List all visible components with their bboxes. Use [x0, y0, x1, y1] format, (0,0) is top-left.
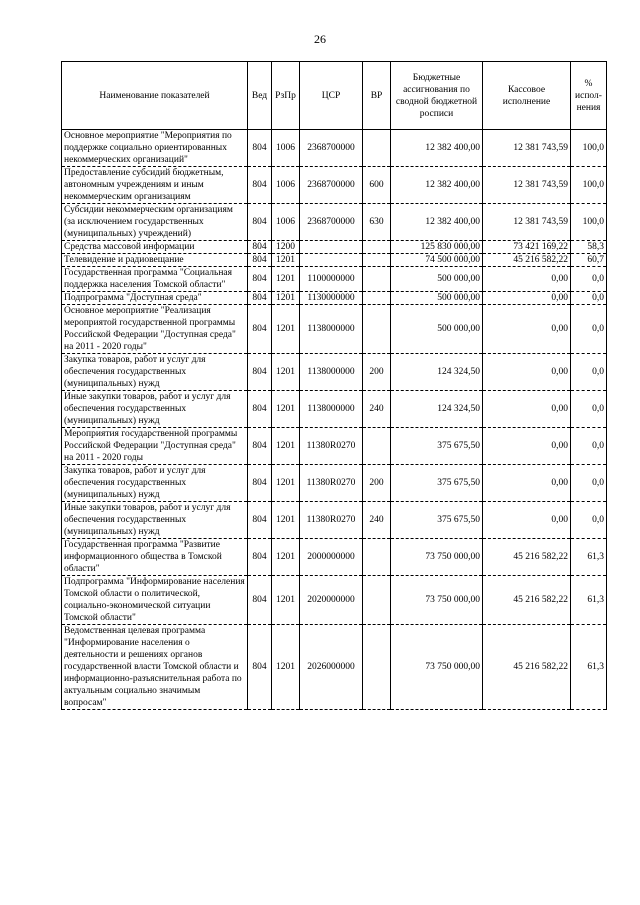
- cell-budget: 375 675,50: [391, 502, 483, 539]
- cell-cash: 73 421 169,22: [483, 241, 571, 254]
- cell-vr: [363, 130, 391, 167]
- table-row: [62, 465, 607, 502]
- cell-csr: 2026000000: [300, 625, 363, 710]
- cell-csr: 11380R0270: [300, 502, 363, 539]
- cell-name: Закупка товаров, работ и услуг для обеспечения государственных (муниципальных) нужд: [62, 354, 248, 391]
- cell-budget: 74 500 000,00: [391, 254, 483, 267]
- cell-csr: 2368700000: [300, 167, 363, 204]
- cell-cash: 0,00: [483, 391, 571, 428]
- cell-budget: 500 000,00: [391, 292, 483, 305]
- cell-percent: 100,0: [571, 167, 607, 204]
- cell-percent: 0,0: [571, 391, 607, 428]
- cell-budget: 500 000,00: [391, 305, 483, 354]
- table-row: [62, 502, 607, 539]
- header-rzpr: РзПр: [272, 62, 300, 130]
- cell-rzpr: 1006: [272, 204, 300, 241]
- header-budget: Бюджетные ассигнования по сводной бюджетной росписи: [391, 62, 483, 130]
- cell-cash: 0,00: [483, 428, 571, 465]
- cell-ved: 804: [248, 539, 272, 576]
- header-cash: Кассовое исполнение: [483, 62, 571, 130]
- table-row: [62, 254, 607, 267]
- cell-budget: 73 750 000,00: [391, 539, 483, 576]
- cell-vr: 200: [363, 465, 391, 502]
- cell-name: Телевидение и радиовещание: [62, 254, 248, 267]
- header-vr: ВР: [363, 62, 391, 130]
- cell-name: Иные закупки товаров, работ и услуг для обеспечения государственных (муниципальных) нужд: [62, 391, 248, 428]
- cell-csr: 2368700000: [300, 130, 363, 167]
- cell-vr: 600: [363, 167, 391, 204]
- cell-ved: 804: [248, 625, 272, 710]
- cell-ved: 804: [248, 428, 272, 465]
- cell-ved: 804: [248, 130, 272, 167]
- header-percent: % испол-нения: [571, 62, 607, 130]
- cell-rzpr: 1006: [272, 130, 300, 167]
- cell-rzpr: 1201: [272, 502, 300, 539]
- cell-csr: 2368700000: [300, 204, 363, 241]
- cell-vr: [363, 576, 391, 625]
- cell-percent: 61,3: [571, 539, 607, 576]
- budget-table: [61, 61, 607, 710]
- cell-percent: 0,0: [571, 354, 607, 391]
- cell-percent: 60,7: [571, 254, 607, 267]
- table-row: [62, 292, 607, 305]
- cell-ved: 804: [248, 502, 272, 539]
- cell-percent: 0,0: [571, 465, 607, 502]
- cell-cash: 0,00: [483, 502, 571, 539]
- table-row: [62, 130, 607, 167]
- cell-vr: [363, 539, 391, 576]
- cell-ved: 804: [248, 254, 272, 267]
- cell-ved: 804: [248, 267, 272, 292]
- cell-name: Средства массовой информации: [62, 241, 248, 254]
- cell-percent: 0,0: [571, 502, 607, 539]
- cell-name: Государственная программа "Социальная поддержка населения Томской области": [62, 267, 248, 292]
- cell-csr: 1130000000: [300, 292, 363, 305]
- cell-budget: 124 324,50: [391, 354, 483, 391]
- cell-name: Государственная программа "Развитие информационного общества в Томской области": [62, 539, 248, 576]
- cell-csr: 1138000000: [300, 354, 363, 391]
- cell-csr: [300, 241, 363, 254]
- cell-csr: 11380R0270: [300, 465, 363, 502]
- cell-budget: 12 382 400,00: [391, 167, 483, 204]
- cell-rzpr: 1201: [272, 254, 300, 267]
- header-csr: ЦСР: [300, 62, 363, 130]
- cell-cash: 45 216 582,22: [483, 254, 571, 267]
- cell-percent: 58,3: [571, 241, 607, 254]
- cell-name: Подпрограмма "Информирование населения Томской области о политической, социально-экономической ситуации Томской области": [62, 576, 248, 625]
- cell-budget: 73 750 000,00: [391, 625, 483, 710]
- cell-vr: [363, 254, 391, 267]
- cell-ved: 804: [248, 241, 272, 254]
- cell-ved: 804: [248, 354, 272, 391]
- table-row: [62, 576, 607, 625]
- cell-budget: 12 382 400,00: [391, 130, 483, 167]
- table-row: [62, 167, 607, 204]
- page-number: 26: [314, 32, 326, 46]
- table-row: [62, 391, 607, 428]
- cell-budget: 12 382 400,00: [391, 204, 483, 241]
- cell-vr: 240: [363, 391, 391, 428]
- cell-rzpr: 1201: [272, 292, 300, 305]
- cell-percent: 0,0: [571, 292, 607, 305]
- cell-budget: 125 830 000,00: [391, 241, 483, 254]
- cell-vr: 200: [363, 354, 391, 391]
- cell-cash: 45 216 582,22: [483, 576, 571, 625]
- cell-name: Субсидии некоммерческим организациям (за исключением государственных (муниципальных) учреждений): [62, 204, 248, 241]
- cell-ved: 804: [248, 576, 272, 625]
- cell-name: Предоставление субсидий бюджетным, автономным учреждениям и иным некоммерческим организациям: [62, 167, 248, 204]
- table-row: [62, 625, 607, 710]
- cell-vr: [363, 305, 391, 354]
- cell-cash: 45 216 582,22: [483, 539, 571, 576]
- cell-budget: 73 750 000,00: [391, 576, 483, 625]
- cell-cash: 0,00: [483, 292, 571, 305]
- cell-csr: 1138000000: [300, 391, 363, 428]
- cell-percent: 100,0: [571, 204, 607, 241]
- table-row: [62, 539, 607, 576]
- cell-rzpr: 1201: [272, 576, 300, 625]
- table-row: [62, 305, 607, 354]
- cell-rzpr: 1200: [272, 241, 300, 254]
- cell-vr: 240: [363, 502, 391, 539]
- cell-budget: 375 675,50: [391, 465, 483, 502]
- table-row: [62, 267, 607, 292]
- table-row: [62, 204, 607, 241]
- cell-csr: [300, 254, 363, 267]
- cell-percent: 0,0: [571, 428, 607, 465]
- cell-vr: [363, 428, 391, 465]
- cell-cash: 0,00: [483, 354, 571, 391]
- cell-vr: [363, 241, 391, 254]
- cell-csr: 2000000000: [300, 539, 363, 576]
- cell-rzpr: 1201: [272, 625, 300, 710]
- cell-csr: 1138000000: [300, 305, 363, 354]
- cell-csr: 1100000000: [300, 267, 363, 292]
- cell-ved: 804: [248, 292, 272, 305]
- cell-ved: 804: [248, 204, 272, 241]
- cell-rzpr: 1006: [272, 167, 300, 204]
- cell-name: Основное мероприятие "Реализация мероприятой государственной программы Российской Федерации "Доступная среда" на 2011 - 2020 годы": [62, 305, 248, 354]
- cell-budget: 375 675,50: [391, 428, 483, 465]
- cell-vr: 630: [363, 204, 391, 241]
- cell-budget: 500 000,00: [391, 267, 483, 292]
- cell-name: Иные закупки товаров, работ и услуг для обеспечения государственных (муниципальных) нужд: [62, 502, 248, 539]
- cell-ved: 804: [248, 167, 272, 204]
- cell-cash: 12 381 743,59: [483, 204, 571, 241]
- cell-ved: 804: [248, 391, 272, 428]
- cell-name: Мероприятия государственной программы Российской Федерации "Доступная среда" на 2011 - 2020 годы: [62, 428, 248, 465]
- cell-name: Основное мероприятие "Мероприятия по поддержке социально ориентированных некоммерческих организаций": [62, 130, 248, 167]
- cell-csr: 11380R0270: [300, 428, 363, 465]
- cell-percent: 61,3: [571, 576, 607, 625]
- cell-cash: 0,00: [483, 267, 571, 292]
- cell-percent: 61,3: [571, 625, 607, 710]
- cell-rzpr: 1201: [272, 305, 300, 354]
- header-name: Наименование показателей: [62, 62, 248, 130]
- cell-rzpr: 1201: [272, 539, 300, 576]
- table-row: [62, 354, 607, 391]
- cell-rzpr: 1201: [272, 465, 300, 502]
- cell-cash: 12 381 743,59: [483, 167, 571, 204]
- cell-vr: [363, 625, 391, 710]
- cell-vr: [363, 267, 391, 292]
- cell-rzpr: 1201: [272, 267, 300, 292]
- cell-percent: 0,0: [571, 305, 607, 354]
- cell-name: Подпрограмма "Доступная среда": [62, 292, 248, 305]
- cell-ved: 804: [248, 465, 272, 502]
- cell-ved: 804: [248, 305, 272, 354]
- cell-percent: 100,0: [571, 130, 607, 167]
- cell-name: Закупка товаров, работ и услуг для обеспечения государственных (муниципальных) нужд: [62, 465, 248, 502]
- table-row: [62, 241, 607, 254]
- cell-budget: 124 324,50: [391, 391, 483, 428]
- table-body: [62, 130, 607, 710]
- table-row: [62, 428, 607, 465]
- cell-vr: [363, 292, 391, 305]
- cell-percent: 0,0: [571, 267, 607, 292]
- cell-csr: 2020000000: [300, 576, 363, 625]
- cell-rzpr: 1201: [272, 391, 300, 428]
- cell-rzpr: 1201: [272, 428, 300, 465]
- cell-cash: 12 381 743,59: [483, 130, 571, 167]
- cell-cash: 45 216 582,22: [483, 625, 571, 710]
- cell-rzpr: 1201: [272, 354, 300, 391]
- cell-cash: 0,00: [483, 305, 571, 354]
- table-header-row: [62, 62, 607, 130]
- cell-name: Ведомственная целевая программа "Информирование населения о деятельности и решениях органов государственной власти Томской области и информационно-разъяснительная работа по актуальным социально значимым вопросам": [62, 625, 248, 710]
- header-ved: Вед: [248, 62, 272, 130]
- cell-cash: 0,00: [483, 465, 571, 502]
